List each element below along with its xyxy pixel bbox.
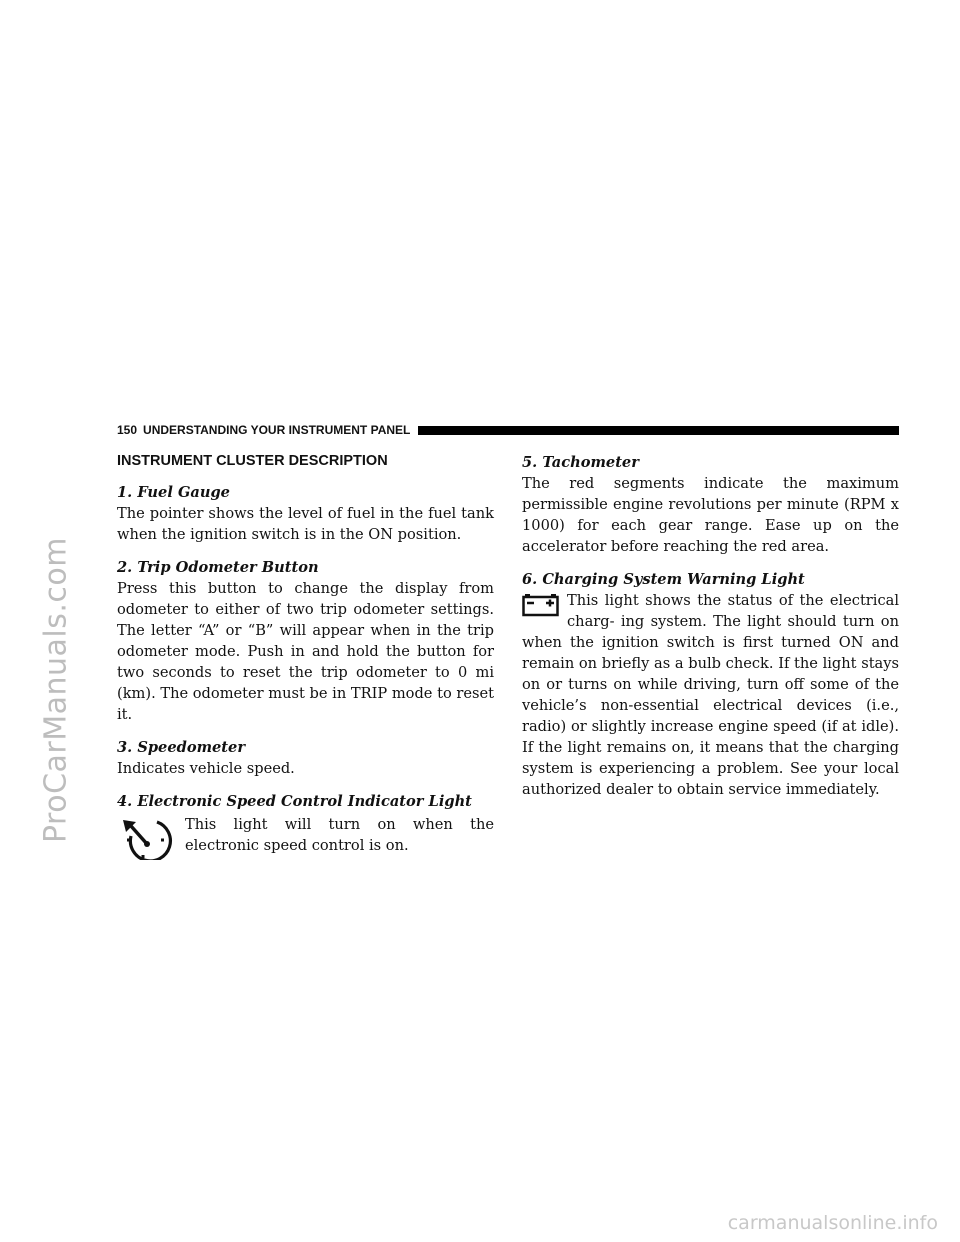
item-trip-odometer [117, 557, 494, 725]
item-speedometer [117, 737, 494, 779]
right-column [522, 452, 899, 812]
item-fuel-gauge [117, 482, 494, 545]
item-text: This light will turn on when the electronic speed control is on. [185, 816, 494, 854]
item-text: Indicates vehicle speed. [117, 760, 295, 777]
item-title: 4. Electronic Speed Control Indicator Light [117, 793, 472, 810]
item-title: 3. Speedometer [117, 739, 246, 756]
page-number: 150 [117, 423, 138, 437]
item-text: The pointer shows the level of fuel in the fuel tank when the ignition switch is in the ON position. [117, 505, 494, 543]
item-title: 6. Charging System Warning Light [522, 571, 805, 588]
item-speed-control [117, 791, 494, 856]
section-title: INSTRUMENT CLUSTER DESCRIPTION [117, 453, 388, 469]
speed-control-icon [117, 814, 185, 860]
item-text: Press this button to change the display from odometer to either of two trip odometer settings. The letter “A” or “B” will appear when in the trip odometer mode. Push in and hold the button for two seconds to reset the trip odometer to 0 mi (km). The odometer must be in TRIP mode to reset it. [117, 580, 494, 723]
header-title: UNDERSTANDING YOUR INSTRUMENT PANEL [143, 423, 411, 437]
battery-icon [522, 591, 567, 619]
item-title: 1. Fuel Gauge [117, 484, 230, 501]
item-text: This light shows the status of the electrical charg- ing system. The light should turn on when the ignition switch is first turned ON and remain on briefly as a bulb check. If the light stays on or turns on while driving, turn off some of the vehicle’s non-essential electrical devices (i.e., radio) or slightly increase engine speed (if at idle). If the light remains on, it means that the charging system is experiencing a problem. See your local authorized dealer to obtain service immediately. [522, 592, 899, 798]
bottom-watermark: carmanualsonline.info [727, 1212, 938, 1234]
left-column [117, 452, 494, 868]
item-text: The red segments indicate the maximum permissible engine revolutions per minute (RPM x 1000) for each gear range. Ease up on the accelerator before reaching the red area. [522, 475, 899, 555]
item-charging-system [522, 569, 899, 800]
page-header [117, 422, 899, 438]
side-watermark: ProCarManuals.com [38, 536, 74, 844]
item-title: 2. Trip Odometer Button [117, 559, 319, 576]
header-rule [418, 426, 899, 435]
item-title: 5. Tachometer [522, 454, 639, 471]
item-tachometer [522, 452, 899, 557]
